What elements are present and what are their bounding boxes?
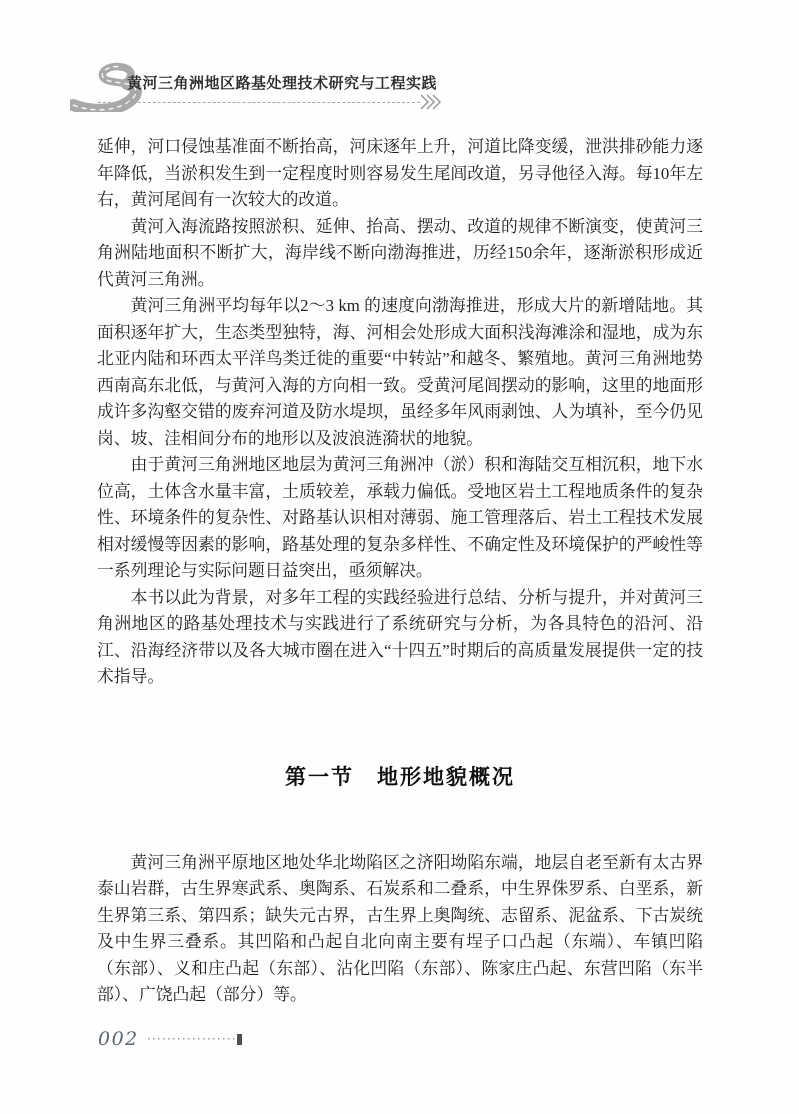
paragraph: 黄河三角洲平均每年以2～3 km 的速度向渤海推进，形成大片的新增陆地。其面积逐年扩大，生态类型独特，海、河相会处形成大面积浅海滩涂和湿地，成为东北亚内陆和环西太平洋鸟类迁徙的重要“中转站”和越冬、繁殖地。黄河三角洲地势西南高东北低，与黄河入海的方向相一致。受黄河尾闾摆动的影响，这里的地面形成许多沟壑交错的废弃河道及防水堤坝，虽经多年风雨剥蚀、人为填补，至今仍见岗、坡、洼相间分布的地形以及波浪涟漪状的地貌。 xyxy=(97,296,703,448)
paragraph: 本书以此为背景，对多年工程的实践经验进行总结、分析与提升，并对黄河三角洲地区的路基处理技术与实践进行了系统研究与分析，为各具特色的沿河、沿江、沿海经济带以及各大城市圈在进入“十四五”时期后的高质量发展提供一定的技术指导。 xyxy=(97,587,703,686)
paragraph-continuation: 延伸，河口侵蚀基准面不断抬高，河床逐年上升，河道比降变缓，泄洪排砂能力逐年降低，当淤积发生到一定程度时则容易发生尾闾改道，另寻他径入海。每10年左右，黄河尾闾有一次较大的改道。 xyxy=(97,137,703,209)
footer-end-square-icon xyxy=(237,1034,242,1045)
header-dashed-rule xyxy=(98,102,420,103)
paragraph: 黄河三角洲平原地区地处华北坳陷区之济阳坳陷东端，地层自老至新有太古界泰山岩群，古生界寒武系、奥陶系、石炭系和二叠系，中生界侏罗系、白垩系，新生界第三系、第四系；缺失元古界，古生界上奥陶统、志留系、泥盆系、下古炭统及中生界三叠系。其凹陷和凸起自北向南主要有埕子口凸起（东端）、车镇凹陷（东部）、义和庄凸起（东部）、沾化凹陷（东部）、陈家庄凸起、东营凹陷（东半部）、广饶凸起（部分）等。 xyxy=(97,852,703,1004)
book-title: 黄河三角洲地区路基处理技术研究与工程实践 xyxy=(127,76,438,92)
page-footer xyxy=(98,1028,242,1050)
footer-dotted-rule xyxy=(148,1038,236,1040)
page-body xyxy=(97,134,703,1009)
page-header xyxy=(70,58,450,118)
paragraph: 由于黄河三角洲地区地层为黄河三角洲冲（淤）积和海陆交互相沉积，地下水位高，土体含水量丰富，土质较差，承载力偏低。受地区岩土工程地质条件的复杂性、环境条件的复杂性、对路基认识相对薄弱、施工管理落后、岩土工程技术发展相对缓慢等因素的影响，路基处理的复杂多样性、不确定性及环境保护的严峻性等一系列理论与实际问题日益突出，亟须解决。 xyxy=(97,455,703,580)
section-heading: 第一节 地形地貌概况 xyxy=(285,765,515,789)
triple-chevron-right-icon xyxy=(418,92,444,112)
paragraph: 黄河入海流路按照淤积、延伸、抬高、摆动、改道的规律不断演变，使黄河三角洲陆地面积不断扩大，海岸线不断向渤海推进，历经150余年，逐渐淤积形成近代黄河三角洲。 xyxy=(97,216,703,289)
page-number: 002 xyxy=(98,1028,139,1050)
